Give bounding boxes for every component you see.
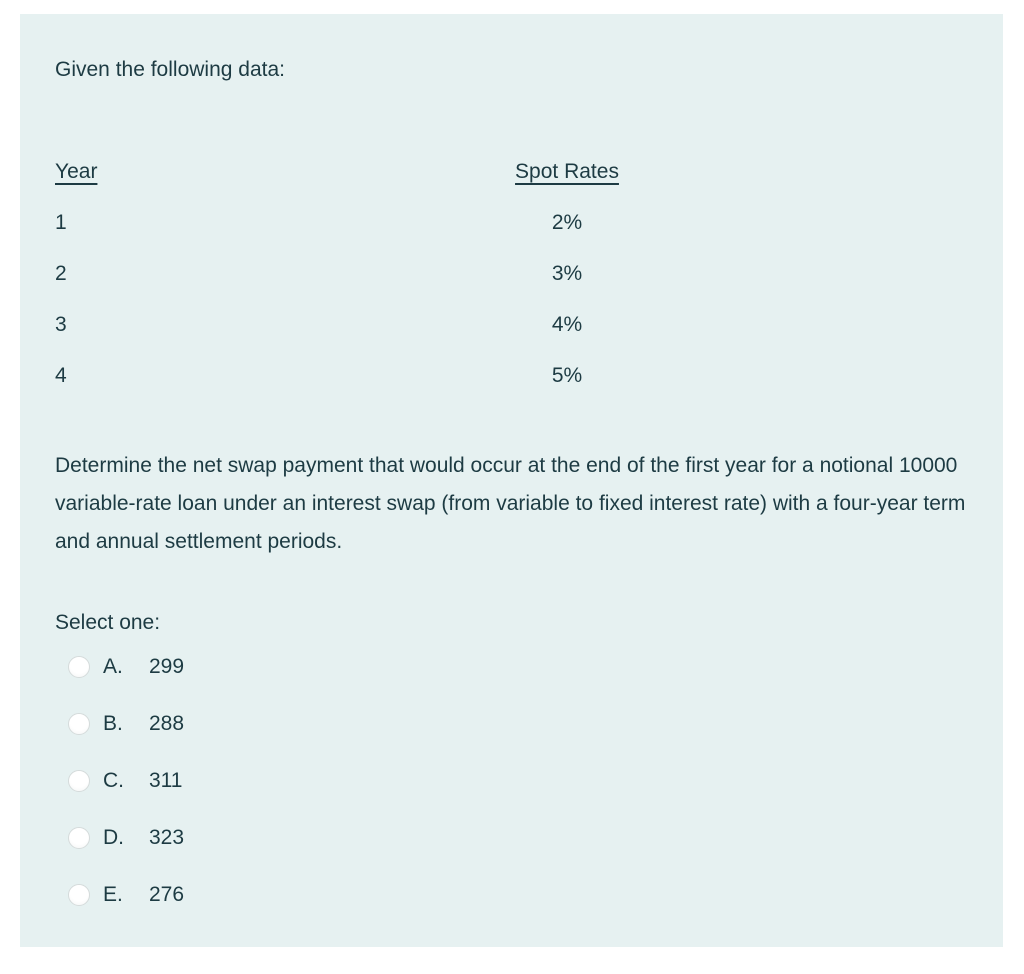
option-value: 276 <box>149 883 185 906</box>
radio-button-a[interactable] <box>68 656 90 678</box>
option-value: 299 <box>149 655 185 678</box>
table-row <box>55 208 968 238</box>
rate-cell: 2% <box>551 211 583 234</box>
radio-button-c[interactable] <box>68 770 90 792</box>
option-d[interactable] <box>55 823 968 853</box>
year-cell: 1 <box>55 211 67 234</box>
options-list <box>55 652 968 910</box>
radio-button-d[interactable] <box>68 827 90 849</box>
table-row <box>55 259 968 289</box>
option-letter: E. <box>103 883 123 906</box>
rate-cell: 5% <box>551 364 583 387</box>
option-letter: D. <box>103 826 124 849</box>
option-value: 323 <box>149 826 185 849</box>
year-cell: 4 <box>55 364 67 387</box>
table-header-row <box>55 157 968 187</box>
spot-rates-table <box>55 157 968 391</box>
option-value: 311 <box>149 769 183 792</box>
option-value: 288 <box>149 712 185 735</box>
radio-button-e[interactable] <box>68 884 90 906</box>
option-a[interactable] <box>55 652 968 682</box>
option-b[interactable] <box>55 709 968 739</box>
option-c[interactable] <box>55 766 968 796</box>
question-text: Determine the net swap payment that would occur at the end of the first year for a notional 10000 variable-rate loan under an interest swap (from variable to fixed interest rate) with a four-year term and annual settlement periods. <box>55 454 966 553</box>
intro-text: Given the following data: <box>55 58 285 81</box>
table-header-spot-rates: Spot Rates <box>515 160 619 183</box>
option-letter: C. <box>103 769 124 792</box>
question-panel <box>20 14 1003 947</box>
table-row <box>55 361 968 391</box>
option-e[interactable] <box>55 880 968 910</box>
year-cell: 2 <box>55 262 67 285</box>
table-row <box>55 310 968 340</box>
radio-button-b[interactable] <box>68 713 90 735</box>
rate-cell: 3% <box>551 262 583 285</box>
option-letter: B. <box>103 712 123 735</box>
option-letter: A. <box>103 655 123 678</box>
year-cell: 3 <box>55 313 67 336</box>
table-header-year: Year <box>55 160 98 183</box>
rate-cell: 4% <box>551 313 583 336</box>
select-one-label: Select one: <box>55 611 161 634</box>
